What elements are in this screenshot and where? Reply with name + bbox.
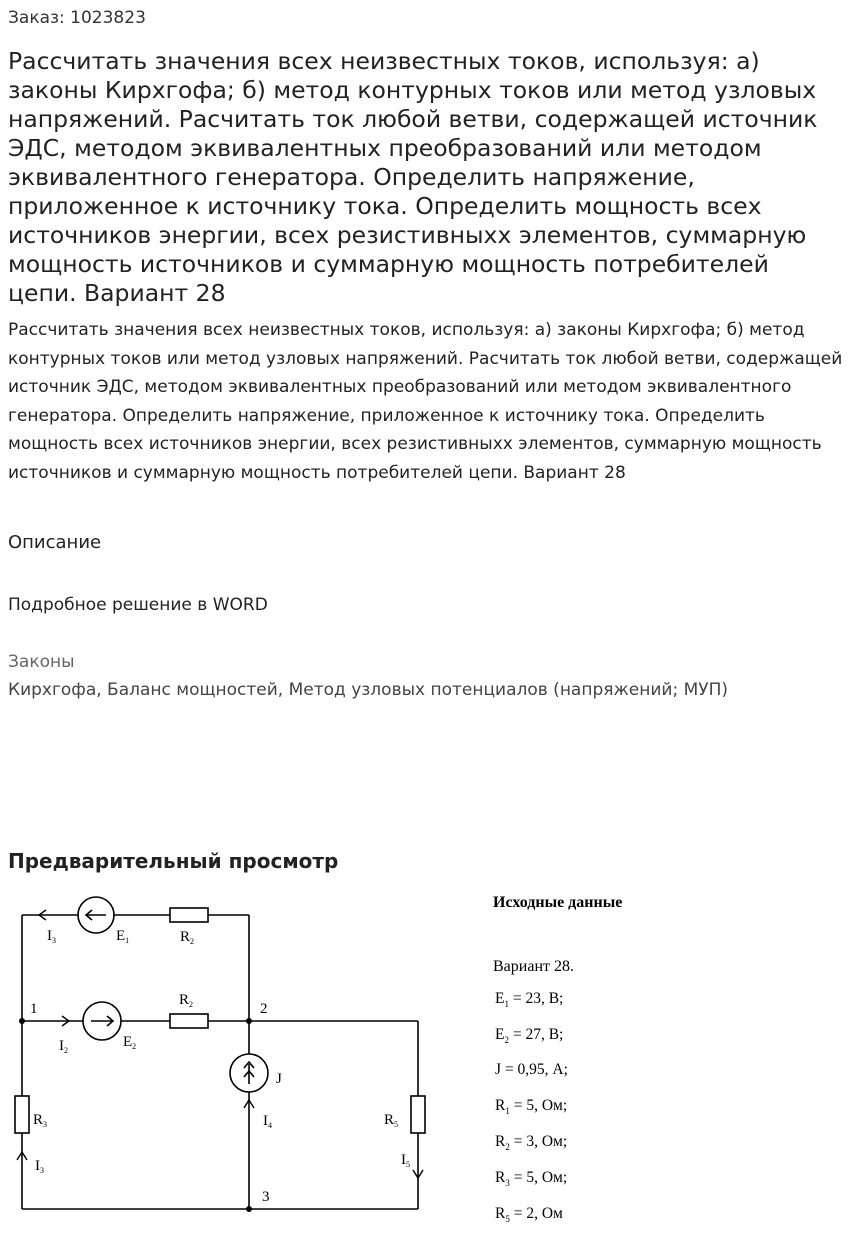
resistor-r2-mid [170,1014,208,1028]
param-r5: $R_5 = 2$, Ом [495,1205,563,1225]
param-j: J = 0,95, А; [495,1061,568,1078]
label-e1: $E_1$ [116,928,130,945]
node-2 [246,1018,252,1024]
param-e2: $E_2 = 27$, В; [495,1026,564,1046]
page-title: Рассчитать значения всех неизвестных токов, используя: а) законы Кирхгофа; б) метод контурных токов или метод узловых напряжений. Расчитать ток любой ветви, содержащей источник ЭДС, методом эквивалентных преобразований или методом эквивалентного генератора. Определить напряжение, приложенное к источнику тока. Определить мощность всех источников энергии, всех резистивныхх элементов, суммарную мощность источников и суммарную мощность потребителей цепи. Вариант 28 [8,47,818,307]
laws-label: Законы [8,652,75,672]
param-r2: $R_2 = 3$, Ом; [495,1133,568,1153]
node-label-3: 3 [262,1189,270,1205]
node-label-2: 2 [260,1001,268,1017]
label-i2: $I_2$ [59,1038,68,1055]
node-1 [19,1018,25,1024]
param-r1: $R_1 = 5$, Ом; [495,1097,568,1117]
param-e1: $E_1 = 23$, В; [495,990,564,1010]
current-source-j [230,1054,268,1092]
label-r5: $R_5$ [384,1112,399,1129]
label-r2-top: $R_2$ [180,929,195,946]
label-j: J [276,1071,282,1087]
resistor-r5 [411,1096,425,1133]
solution-text: Подробное решение в WORD [8,595,268,615]
node-3 [246,1206,252,1212]
label-i5: $I_5$ [401,1152,410,1169]
node-label-1: 1 [30,1001,38,1017]
preview-title: Предварительный просмотр [8,849,339,873]
label-r2-mid: $R_2$ [179,992,194,1009]
label-e2: $E_2$ [123,1034,137,1051]
task-description: Рассчитать значения всех неизвестных токов, используя: а) законы Кирхгофа; б) метод контурных токов или метод узловых напряжений. Расчитать ток любой ветви, содержащей источник ЭДС, методом эквивалентных преобразований или методом эквивалентного генератора. Определить напряжение, приложенное к источнику тока. Определить мощность всех источников энергии, всех резистивныхх элементов, суммарную мощность источников и суммарную мощность потребителей цепи. Вариант 28 [8,320,843,483]
variant-label: Вариант 28. [493,958,574,975]
label-i3-top: $I_3$ [47,928,56,945]
label-r3: $R_3$ [33,1112,48,1129]
source-data-heading: Исходные данные [493,894,623,911]
label-i3-left: $I_3$ [35,1158,44,1175]
description-section-label: Описание [8,532,102,553]
resistor-r3 [15,1096,29,1133]
circuit-diagram [0,880,847,1247]
emf-source-e1 [78,897,114,933]
order-number: Заказ: 1023823 [8,8,146,28]
laws-value: Кирхгофа, Баланс мощностей, Метод узловых потенциалов (напряжений; МУП) [8,680,729,700]
param-r3: $R_3 = 5$, Ом; [495,1169,568,1189]
label-i4: $I_4$ [263,1113,272,1130]
resistor-r2-top [170,908,208,922]
emf-source-e2 [83,1002,121,1040]
